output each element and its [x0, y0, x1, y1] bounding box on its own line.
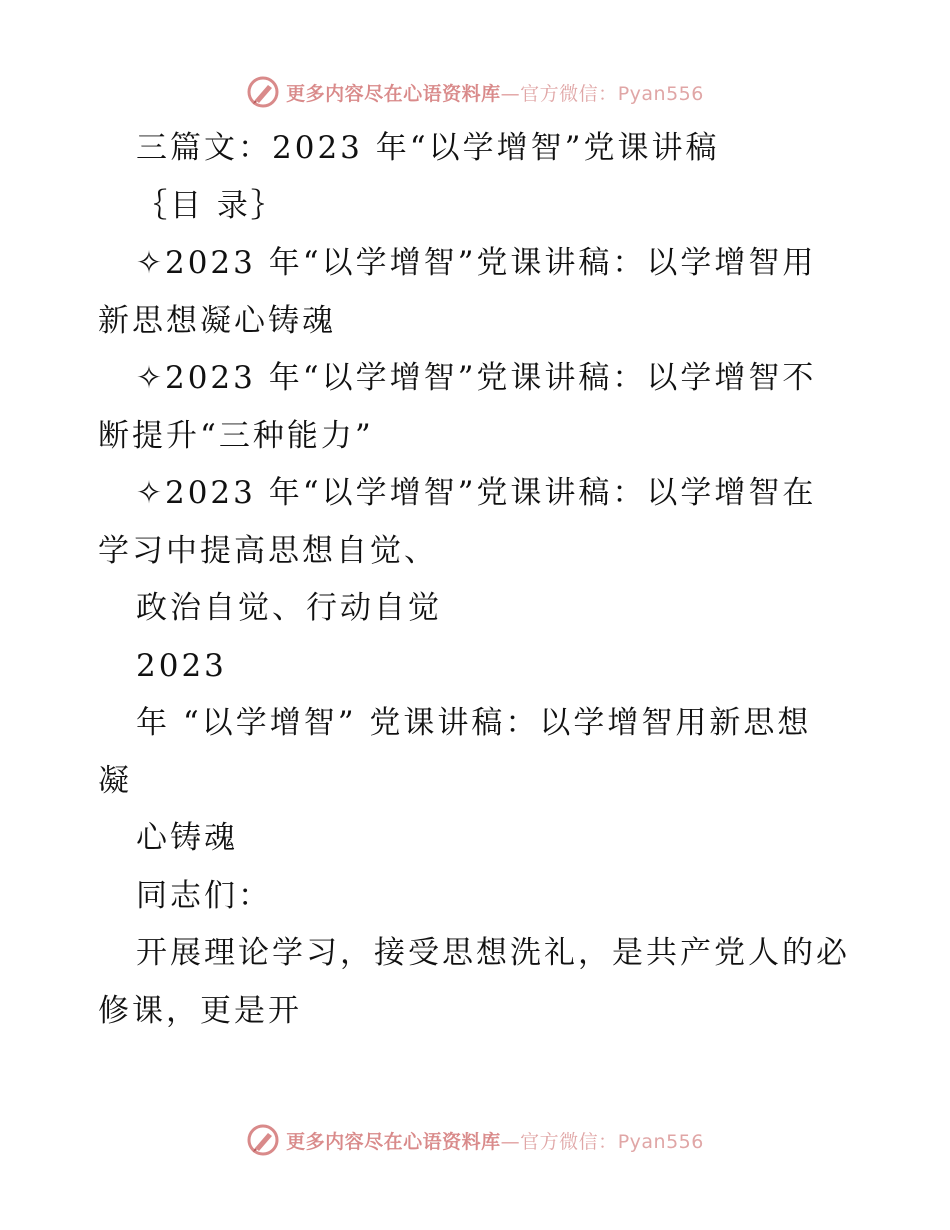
section-heading-line-3: 心铸魂: [136, 820, 238, 856]
watermark-wechat-id: Pyan556: [617, 1130, 704, 1153]
toc-item-3-line-2: 学习中提高思想自觉、: [98, 532, 438, 569]
toc-item-3-line-1: ✧2023 年“以学增智”党课讲稿：以学增智在: [136, 475, 817, 511]
footer-watermark: [0, 1120, 950, 1160]
section-heading-year: 2023: [136, 647, 227, 684]
section-heading-line-1: 年 “以学增智” 党课讲稿：以学增智用新思想: [136, 705, 812, 741]
header-watermark: [0, 72, 950, 112]
watermark-main-text: 更多内容尽在心语资料库: [286, 1130, 501, 1153]
watermark-label: 官方微信：: [520, 1130, 618, 1153]
paragraph-line-1: 开展理论学习，接受思想洗礼，是共产党人的必: [136, 935, 850, 971]
watermark-separator: —: [500, 1130, 521, 1153]
watermark-main-text: 更多内容尽在心语资料库: [286, 82, 501, 105]
document-body: [98, 120, 868, 1040]
paragraph-line-2: 修课，更是开: [98, 992, 302, 1029]
toc-heading: ｛目 录｝: [136, 187, 285, 224]
document-title: 三篇文：2023 年“以学增智”党课讲稿: [136, 130, 720, 166]
section-heading-line-2: 凝: [98, 762, 132, 799]
toc-item-2-line-1: ✧2023 年“以学增智”党课讲稿：以学增智不: [136, 360, 817, 396]
toc-item-1-line-1: ✧2023 年“以学增智”党课讲稿：以学增智用: [136, 245, 817, 281]
watermark-label: 官方微信：: [520, 82, 618, 105]
salutation: 同志们：: [136, 877, 272, 914]
watermark-separator: —: [500, 82, 521, 105]
pen-logo-icon: [246, 1123, 280, 1157]
toc-item-3-line-3: 政治自觉、行动自觉: [136, 590, 442, 626]
toc-item-2-line-2: 断提升“三种能力”: [98, 417, 374, 454]
pen-logo-icon: [246, 75, 280, 109]
watermark-wechat-id: Pyan556: [617, 82, 704, 105]
toc-item-1-line-2: 新思想凝心铸魂: [98, 302, 336, 339]
